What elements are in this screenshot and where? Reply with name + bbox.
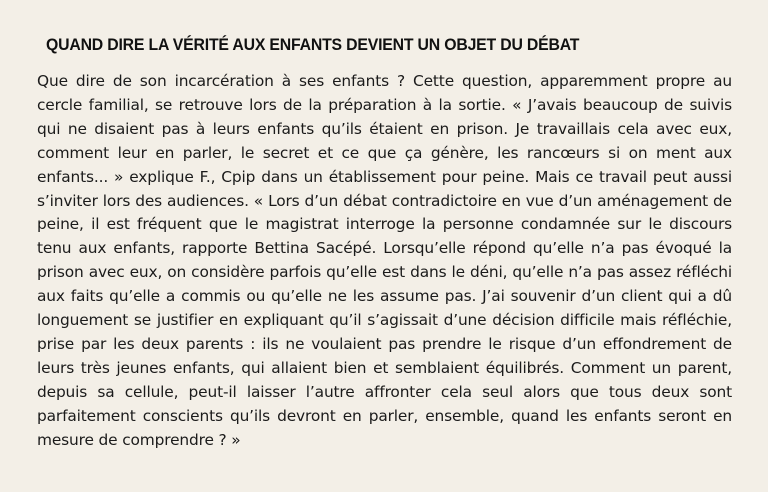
article-body: Que dire de son incarcération à ses enfants ? Cette question, apparemment propre au cercle familial, se retrouve lors de la préparation à la sortie. « J’avais beaucoup de suivis qui ne disaient pas à leurs enfants qu’ils étaient en prison. Je travaillais cela avec eux, comment leur en parler, le secret et ce que ça génère, les rancœurs si on ment aux enfants... » explique F., Cpip dans un établissement pour peine. Mais ce travail peut aussi s’inviter lors des audiences. « Lors d’un débat contradictoire en vue d’un aménagement de peine, il est fréquent que le magistrat interroge la personne condamnée sur le discours tenu aux enfants, rapporte Bettina Sacépé. Lorsqu’elle répond qu’elle n’a pas évoqué la prison avec eux, on considère parfois qu’elle est dans le déni, qu’elle n’a pas assez réfléchi aux faits qu’elle a commis ou qu’elle ne les assume pas. J’ai souvenir d’un client qui a dû longuement se justifier en expliquant qu’il s’agissait d’une décision difficile mais réfléchie, prise par les deux parents : ils ne voulaient pas prendre le risque d’un effondrement de leurs très jeunes enfants, qui allaient bien et semblaient équilibrés. Comment un parent, depuis sa cellule, peut-il laisser l’autre affronter cela seul alors que tous deux sont parfaitement conscients qu’ils devront en parler, ensemble, quand les enfants seront en mesure de comprendre ? »: [37, 72, 732, 449]
article-heading: QUAND DIRE LA VÉRITÉ AUX ENFANTS DEVIENT UN OBJET DU DÉBAT: [46, 35, 580, 54]
